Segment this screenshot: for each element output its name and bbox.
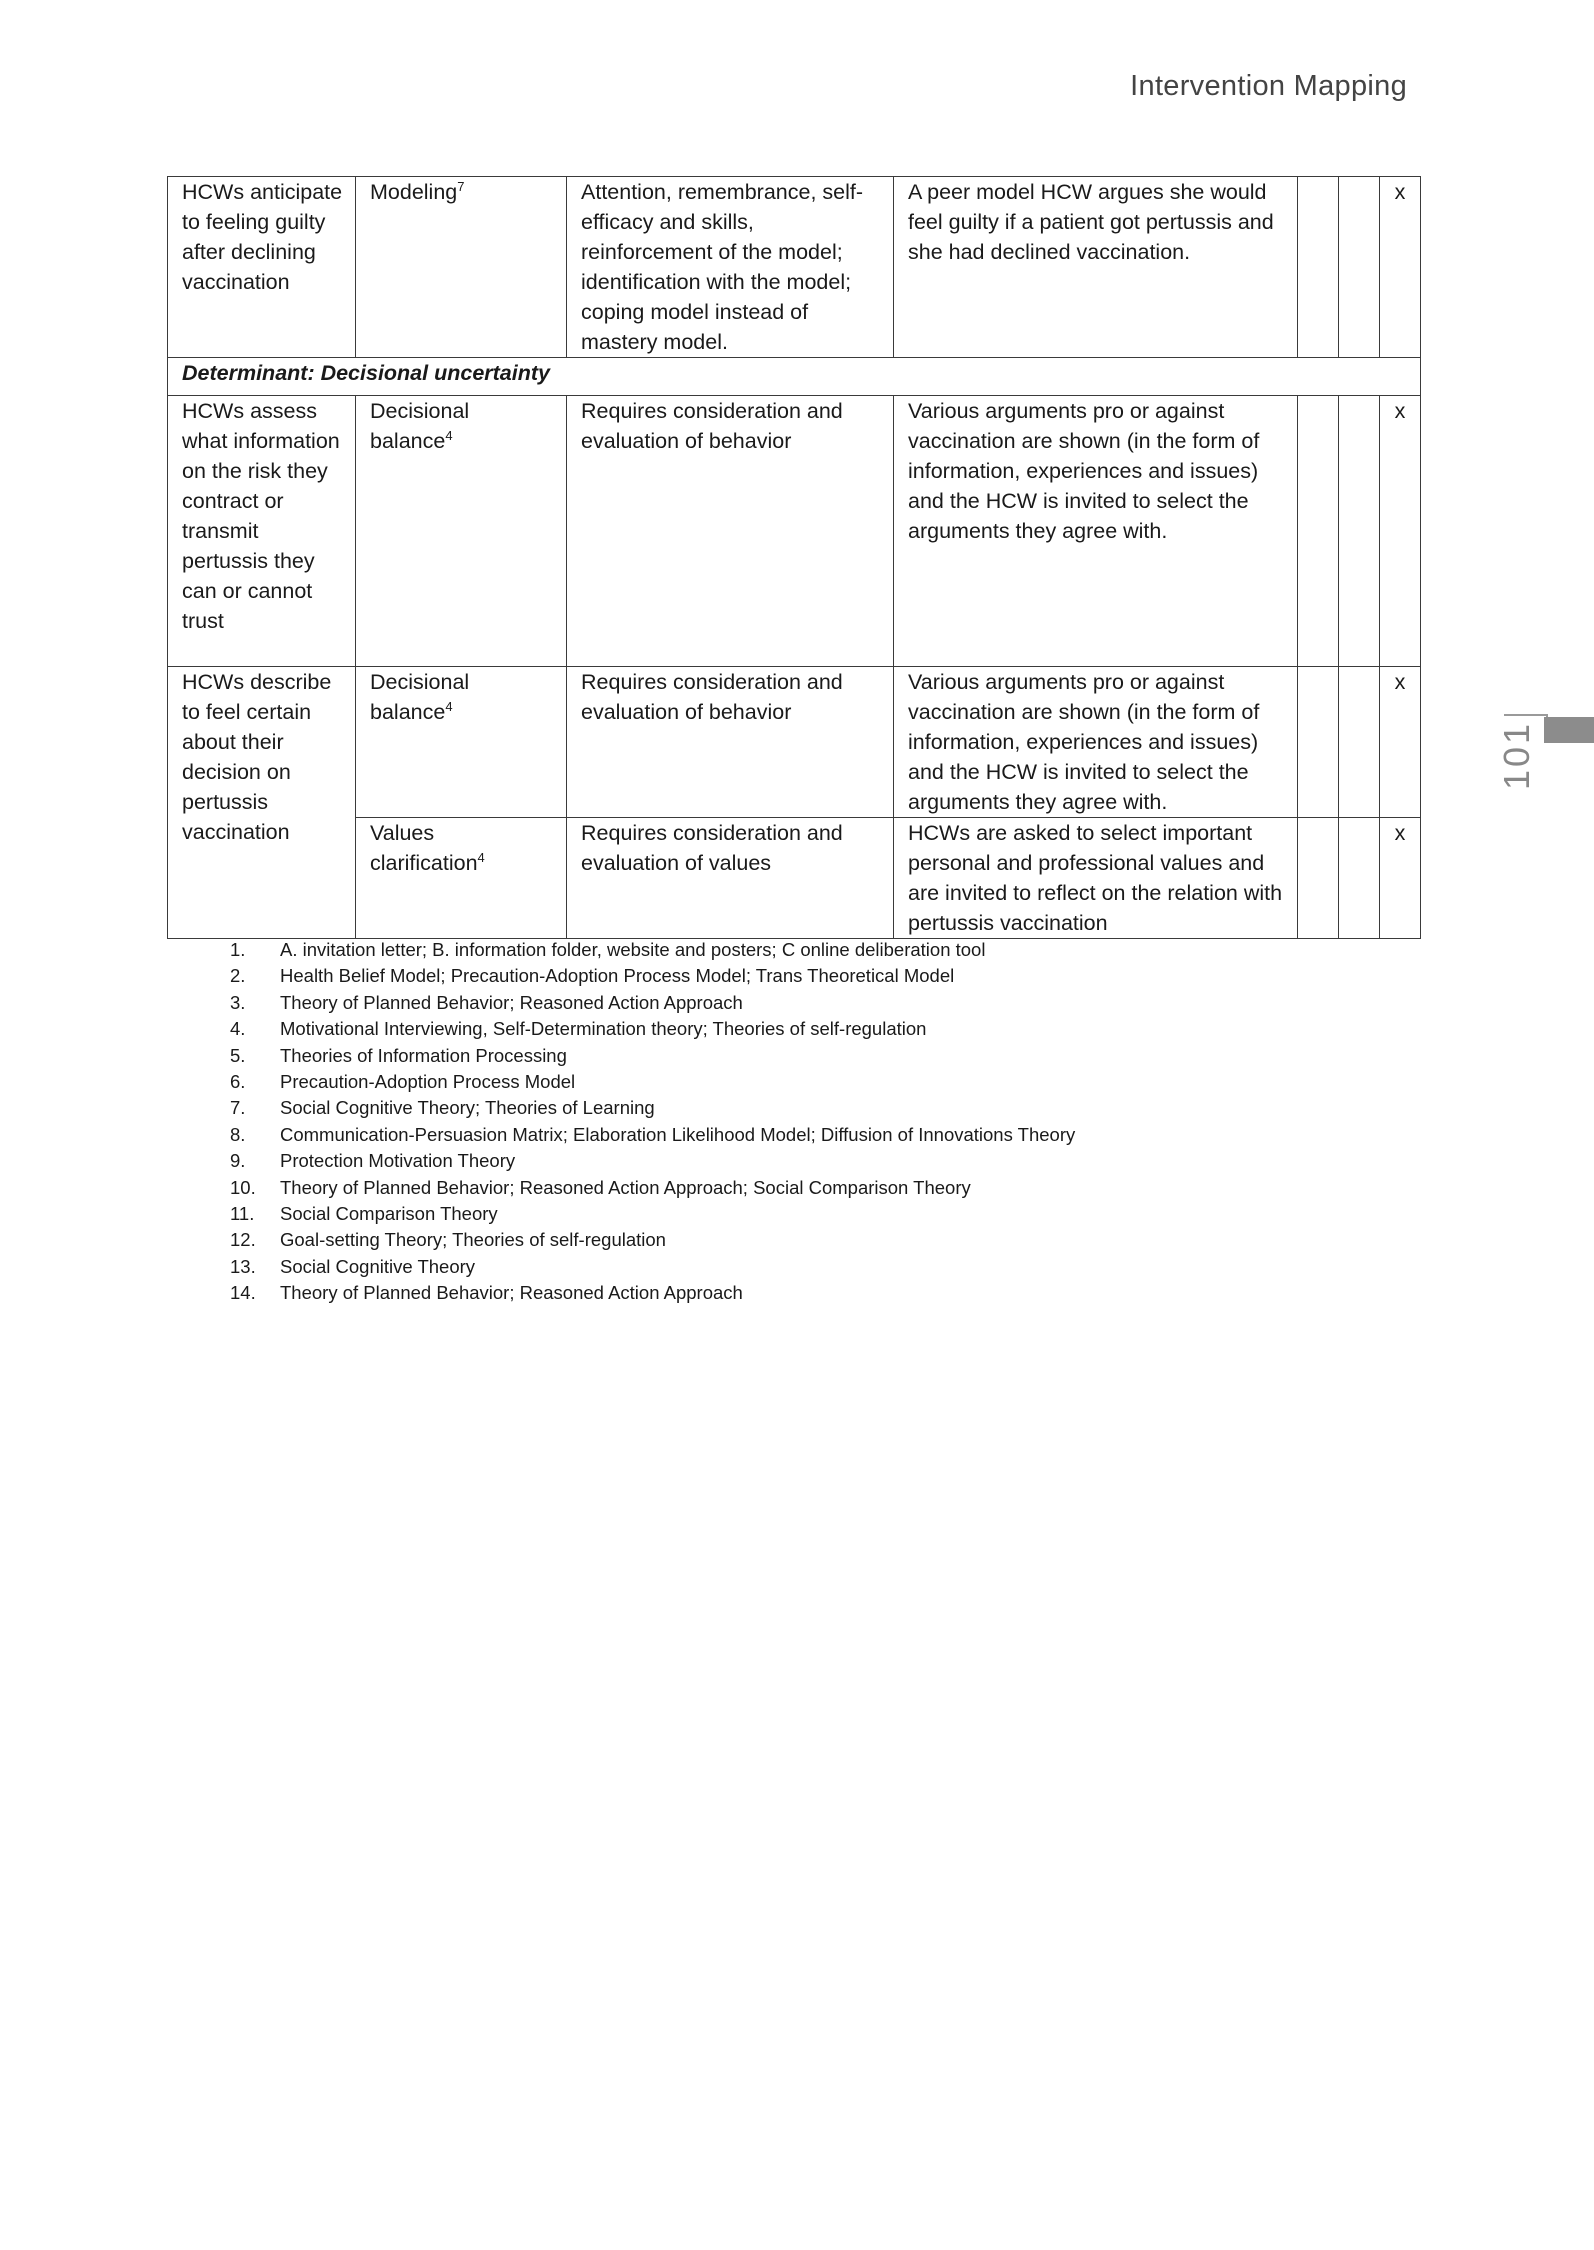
running-header: Intervention Mapping <box>1130 70 1407 102</box>
component-c-cell: x <box>1380 396 1421 667</box>
objective-cell: HCWs assess what information on the risk they contract or transmit pertussis they can or cannot trust <box>168 396 356 667</box>
footnote-item: 14. Theory of Planned Behavior; Reasoned Action Approach <box>230 1282 743 1304</box>
footnote-item: 12. Goal-setting Theory; Theories of self-regulation <box>230 1229 666 1251</box>
footnote-item: 2. Health Belief Model; Precaution-Adoption Process Model; Trans Theoretical Model <box>230 965 955 987</box>
page-number: 101 <box>1496 720 1537 790</box>
component-b-cell <box>1339 818 1380 939</box>
objective-cell: HCWs anticipate to feeling guilty after declining vaccination <box>168 177 356 358</box>
table-row <box>168 667 1421 818</box>
component-b-cell <box>1339 177 1380 358</box>
footnote-item: 7. Social Cognitive Theory; Theories of Learning <box>230 1097 655 1119</box>
footnote-item: 3. Theory of Planned Behavior; Reasoned Action Approach <box>230 991 743 1013</box>
page-tab-rule <box>1504 714 1548 716</box>
component-c-cell: x <box>1380 818 1421 939</box>
determinant-row <box>168 358 1421 396</box>
component-a-cell <box>1298 396 1339 667</box>
component-a-cell <box>1298 667 1339 818</box>
determinant-heading: Determinant: Decisional uncertainty <box>168 358 1421 396</box>
footnote-item: 4. Motivational Interviewing, Self-Determination theory; Theories of self-regulation <box>230 1018 927 1040</box>
component-c-cell: x <box>1380 177 1421 358</box>
intervention-table <box>167 176 1421 939</box>
method-cell: Values clarification$^4$ <box>356 818 567 939</box>
footnote-item: 10. Theory of Planned Behavior; Reasoned Action Approach; Social Comparison Theory <box>230 1176 971 1198</box>
objective-cell: HCWs describe to feel certain about their decision on pertussis vaccination <box>168 667 356 939</box>
footnote-item: 13. Social Cognitive Theory <box>230 1255 476 1277</box>
component-c-cell: x <box>1380 667 1421 818</box>
application-cell: Various arguments pro or against vaccination are shown (in the form of information, experiences and issues) and the HCW is invited to select the arguments they agree with. <box>894 667 1298 818</box>
application-cell: A peer model HCW argues she would feel guilty if a patient got pertussis and she had declined vaccination. <box>894 177 1298 358</box>
footnote-item: 6. Precaution-Adoption Process Model <box>230 1071 576 1093</box>
table-row <box>168 177 1421 358</box>
component-a-cell <box>1298 177 1339 358</box>
table-row <box>168 818 1421 939</box>
parameters-cell: Requires consideration and evaluation of behavior <box>567 396 894 667</box>
page-tab-marker <box>1544 717 1594 743</box>
footnote-list <box>230 937 1075 1307</box>
application-cell: HCWs are asked to select important personal and professional values and are invited to reflect on the relation with pertussis vaccination <box>894 818 1298 939</box>
table-row <box>168 396 1421 667</box>
footnote-item: 11. Social Comparison Theory <box>230 1203 498 1225</box>
parameters-cell: Attention, remembrance, self-efficacy and skills, reinforcement of the model; identification with the model; coping model instead of mastery model. <box>567 177 894 358</box>
application-cell: Various arguments pro or against vaccination are shown (in the form of information, experiences and issues) and the HCW is invited to select the arguments they agree with. <box>894 396 1298 667</box>
method-cell: Decisional balance$^4$ <box>356 396 567 667</box>
component-b-cell <box>1339 667 1380 818</box>
footnote-item: 9. Protection Motivation Theory <box>230 1150 516 1172</box>
method-cell: Decisional balance$^4$ <box>356 667 567 818</box>
footnote-item: 5. Theories of Information Processing <box>230 1044 567 1066</box>
footnote-item: 8. Communication-Persuasion Matrix; Elaboration Likelihood Model; Diffusion of Innovations Theory <box>230 1123 1076 1145</box>
parameters-cell: Requires consideration and evaluation of values <box>567 818 894 939</box>
footnote-item: 1. A. invitation letter; B. information folder, website and posters; C online deliberation tool <box>230 939 986 960</box>
component-a-cell <box>1298 818 1339 939</box>
parameters-cell: Requires consideration and evaluation of behavior <box>567 667 894 818</box>
component-b-cell <box>1339 396 1380 667</box>
method-cell: Modeling$^7$ <box>356 177 567 358</box>
